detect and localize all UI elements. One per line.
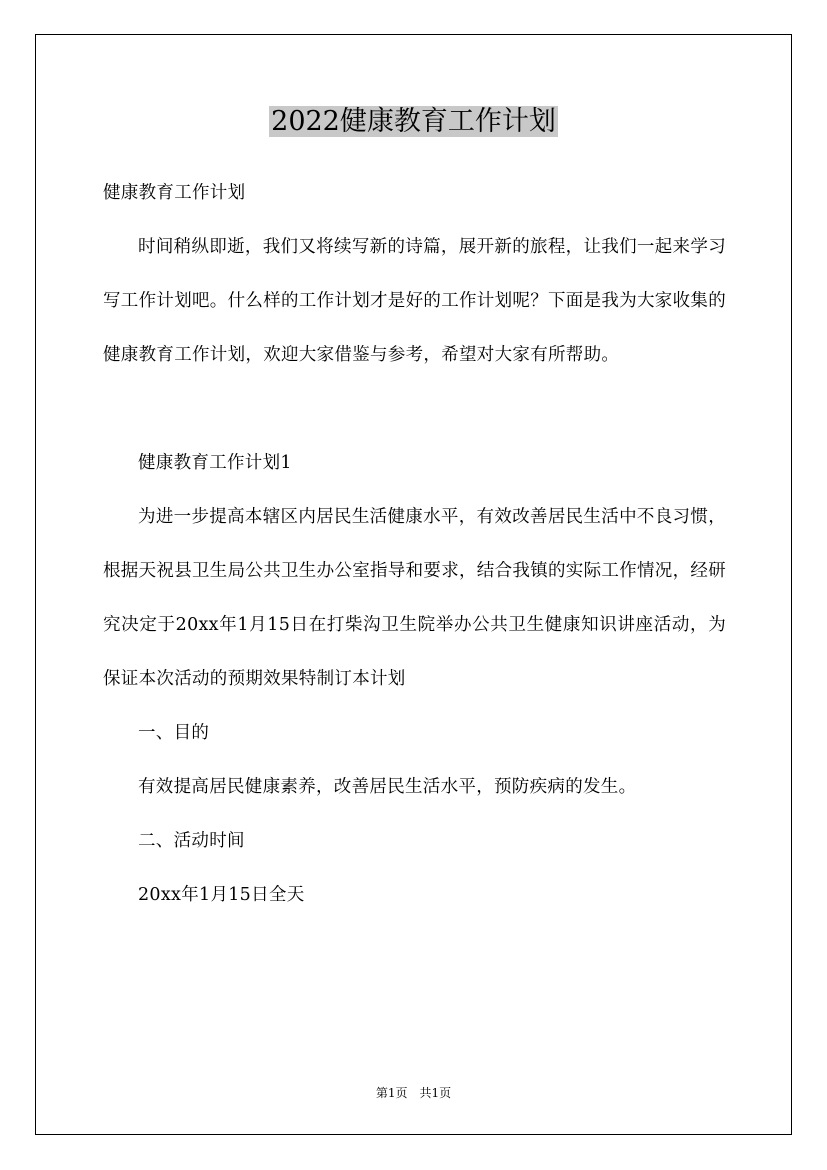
purpose-paragraph: 有效提高居民健康素养，改善居民生活水平，预防疾病的发生。 [138,777,637,797]
activity-time-paragraph: 20xx年1月15日全天 [138,885,305,905]
page-footer: 第1页 共1页 [375,1086,452,1100]
plan-description-paragraph: 为进一步提高本辖区内居民生活健康水平，有效改善居民生活中不良习惯，根据天祝县卫生局公共卫生办公室指导和要求，结合我镇的实际工作情况，经研究决定于20xx年1月15日在打柴沟卫生院举办公共卫生健康知识讲座活动，为保证本次活动的预期效果特制订本计划 [103,507,726,689]
document-title-text: 2022健康教育工作计划 [271,106,556,137]
section-heading-activity-time: 二、活动时间 [138,831,245,851]
document-title [0,100,827,144]
intro-paragraph: 时间稍纵即逝，我们又将续写新的诗篇，展开新的旅程，让我们一起来学习写工作计划吧。什么样的工作计划才是好的工作计划呢？下面是我为大家收集的健康教育工作计划，欢迎大家借鉴与参考，希望对大家有所帮助。 [103,237,726,365]
subtitle-paragraph: 健康教育工作计划 [103,183,246,203]
paragraph-spacer [103,382,726,436]
section-heading-plan-1: 健康教育工作计划1 [138,453,292,473]
section-heading-purpose: 一、目的 [138,723,210,743]
document-body [103,166,726,922]
